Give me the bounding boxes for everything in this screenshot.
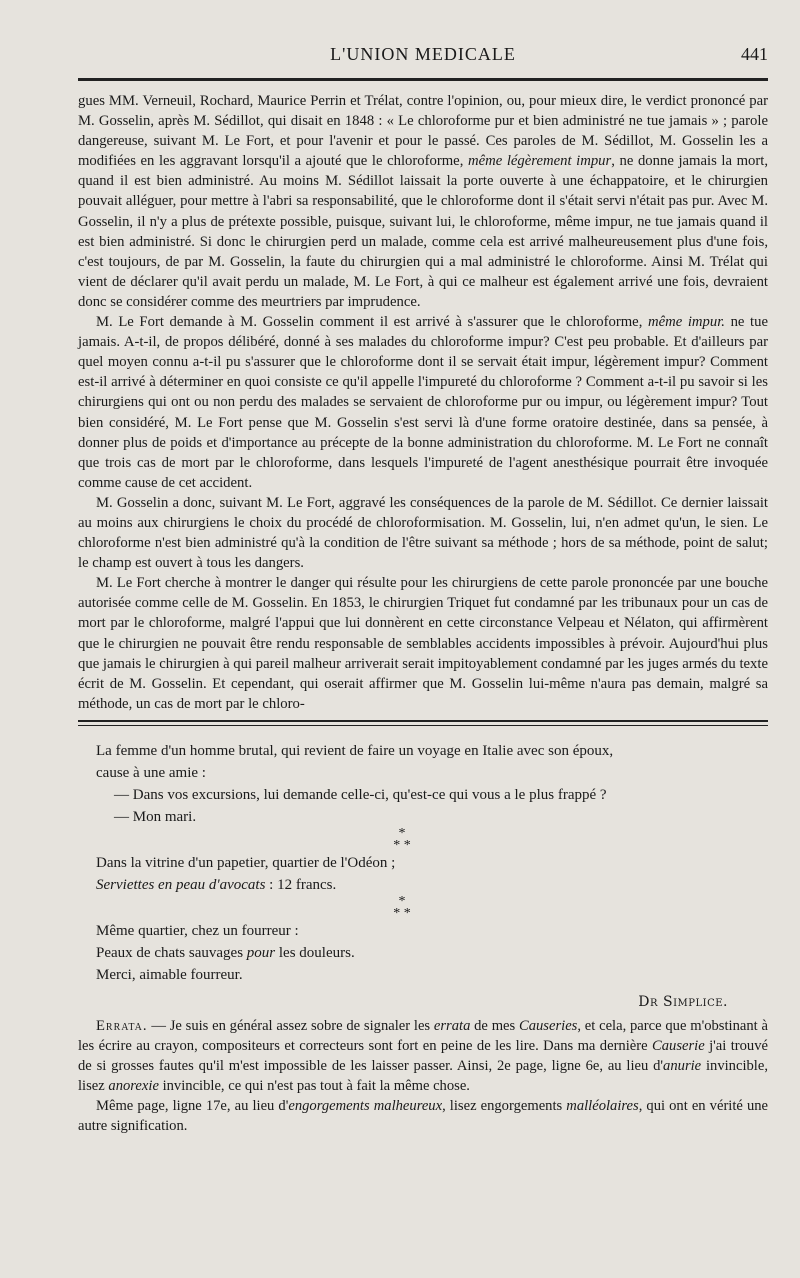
erratum-text: — Je suis en général assez sobre de signaler les: [147, 1017, 434, 1034]
anecdote-2-italic: Serviettes en peau d'avocats: [96, 876, 266, 893]
anecdote-3-italic: pour: [246, 944, 276, 961]
header-rule: [78, 78, 768, 81]
p2-italic: même impur.: [647, 314, 725, 331]
asterism-1: [96, 825, 768, 853]
section-divider: [78, 720, 768, 726]
anecdote-1-line-4: — Mon mari.: [114, 808, 197, 825]
asterism-bottom: * *: [393, 905, 411, 921]
anecdote-1-line-3: — Dans vos excursions, lui demande celle-ci, qu'est-ce qui vous a le plus frappé ?: [114, 786, 607, 803]
erratum-italic: Causerie: [652, 1037, 705, 1054]
anecdote-3-line-3: Merci, aimable fourreur.: [96, 966, 243, 983]
p1-text-a: gues MM. Verneuil, Rochard, Maurice Perrin et Trélat, contre l'opinion, ou, pour mieux dire, le verdict prononcé par M. Gosselin, après M. Sédillot, qui disait en 1848 : « Le chloroforme pur et bien administré ne tue jamais » ; parole dangereuse, suivant M. Le Fort, et pour l'avenir et pour le passé. Ces paroles de M. Sédillot, M. Gosselin les a modifiées en les aggravant lorsqu'il a ajouté que le chloroforme,: [78, 93, 768, 170]
erratum-italic: Causeries: [518, 1017, 578, 1034]
anecdote-2-price: : 12 francs.: [265, 876, 337, 893]
erratum-italic: engorgements malheureux: [288, 1097, 443, 1114]
anecdote-1-line-1: La femme d'un homme brutal, qui revient de faire un voyage en Italie avec son époux,: [96, 742, 614, 759]
erratum-text: , et cela, parce que m'obstinant à les écrire au crayon, compositeurs et correcteurs sont fort en peine de les lire. Dans ma dernière: [78, 1017, 768, 1054]
erratum-text: , lisez engorgements: [442, 1097, 567, 1114]
asterism-top: *: [398, 893, 406, 909]
erratum-section: [78, 1016, 768, 1136]
asterism-2: [96, 893, 768, 921]
erratum-paragraph-2: [78, 1096, 768, 1136]
erratum-italic: malléolaires: [566, 1097, 639, 1114]
p2-text-b: ne tue jamais. A-t-il, de propos délibéré, donné à ses malades du chloroforme impur? C'est peu probable. Et d'ailleurs par quel moyen connu a-t-il pu s'assurer que le chloroforme dont il se servait était impur, légèrement impur? Comment est-il arrivé à déterminer en quoi consiste ce qu'il appelle l'impureté du chloroforme ? Comment a-t-il pu savoir si les chirurgiens qui ont ou non perdu des malades se servaient de chloroforme pur ou impur, ou légèrement impur? Tout bien considéré, M. Le Fort pense que M. Gosselin s'est servi là d'une forme oratoire destinée, dans sa pensée, à donner plus de poids et d'importance au précepte de la bonne administration du chloroforme. M. Le Fort ne connaît que trois cas de mort par le chloroforme, dans lesquels l'impureté de l'agent anesthésique pourrait être invoquée comme cause de cet accident.: [78, 314, 768, 491]
article-body: [78, 91, 768, 714]
paragraph-3: M. Gosselin a donc, suivant M. Le Fort, aggravé les conséquences de la parole de M. Sédillot. Ce dernier laissait au moins aux chirurgiens le choix du procédé de chloroformisation. M. Gosselin, lui, n'en admet qu'un, le sien. Le chloroforme n'est bien administré qu'à la condition de l'être suivant sa méthode ; hors de sa méthode, point de salut; le champ est ouvert à tous les dangers.: [78, 494, 768, 572]
p1-text-b: , ne donne jamais la mort, quand il est bien administré. Au moins M. Sédillot laissait la porte ouverte à une échappatoire, et le chirurgien pouvait alléguer, pour mettre à l'abri sa responsabilité, que le chloroforme dont il s'était servi n'était pas pur. Avec M. Gosselin, il n'y a plus de prétexte possible, puisque, suivant lui, le chloroforme, même impur, ne tue jamais quand il est bien administré. Si donc le chirurgien perd un malade, comme cela est arrivé malheureusement plus d'une fois, c'est toujours, de par M. Gosselin, la faute du chirurgien qui a mal administré le chloroforme. Ainsi M. Trélat qui vient de déclarer qu'il avait perdu un malade, M. Le Fort, à qui ce malheur est également arrivé une fois, devraient donc se considérer comme des meurtriers par imprudence.: [78, 153, 769, 310]
page-header: [78, 40, 768, 74]
author-signature: Dr Simplice.: [638, 993, 728, 1010]
anecdotes-section: [78, 740, 768, 986]
paragraph-2: [78, 312, 768, 493]
page-number: 441: [741, 44, 768, 64]
erratum-label: Errata.: [96, 1017, 148, 1034]
anecdote-2-line-1: Dans la vitrine d'un papetier, quartier de l'Odéon ;: [96, 854, 396, 871]
p1-italic: même légèrement impur: [467, 153, 612, 170]
paragraph-4: M. Le Fort cherche à montrer le danger qui résulte pour les chirurgiens de cette parole prononcée par une bouche autorisée comme celle de M. Gosselin. En 1853, le chirurgien Triquet fut condamné par les tribunaux pour un cas de mort par le chloroforme, malgré l'appui que lui donnèrent en cette circonstance Velpeau et Nélaton, qui affirmèrent que le chirurgien ne pouvait être rendu responsable de semblables accidents impossibles à prévoir. Aujourd'hui plus que jamais le chirurgien à qui pareil malheur arriverait serait impitoyablement condamné par les juges armés du texte écrit de M. Gosselin. Et cependant, qui oserait affirmer que M. Gosselin lui-même n'aura pas demain, malgré sa méthode, un cas de mort par le chloro-: [78, 575, 768, 712]
erratum-text: invincible, lisez: [78, 1057, 768, 1094]
erratum-italic: anurie: [663, 1057, 702, 1074]
asterism-bottom: * *: [393, 837, 411, 853]
anecdote-3-text-b: les douleurs.: [275, 944, 355, 961]
erratum-text: invincible, ce qui n'est pas tout à fait la même chose.: [158, 1077, 470, 1094]
erratum-text: , qui ont en vérité une autre signification.: [78, 1097, 769, 1134]
anecdote-1-line-2: cause à une amie :: [96, 764, 206, 781]
running-title: L'UNION MEDICALE: [330, 44, 516, 64]
anecdote-3-line-2: [96, 942, 768, 964]
anecdote-2-line-2: [96, 874, 768, 896]
erratum-text: j'ai trouvé de si grosses fautes qu'il m'est impossible de les laisser passer. Ainsi, 2e page, ligne 6e, au lieu d': [78, 1037, 769, 1074]
erratum-text: Même page, ligne 17e, au lieu d': [96, 1097, 289, 1114]
anecdote-3-text-a: Peaux de chats sauvages: [96, 944, 247, 961]
erratum-paragraph-1: [78, 1016, 768, 1096]
p2-text-a: M. Le Fort demande à M. Gosselin comment il est arrivé à s'assurer que le chloroforme,: [96, 314, 648, 331]
erratum-italic: anorexie: [108, 1077, 159, 1094]
erratum-italic: errata: [433, 1017, 471, 1034]
anecdote-3-line-1: Même quartier, chez un fourreur :: [96, 922, 299, 939]
paragraph-1: [78, 91, 768, 312]
erratum-text: de mes: [470, 1017, 519, 1034]
asterism-top: *: [398, 825, 406, 841]
